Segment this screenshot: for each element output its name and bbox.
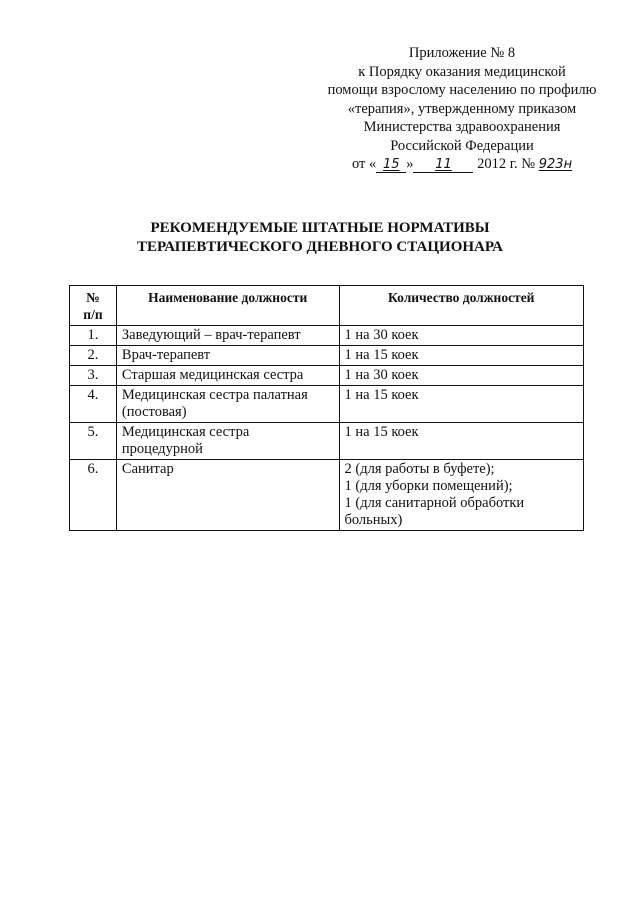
row-number: 3.: [70, 366, 117, 386]
header-quantity: Количество должностей: [339, 286, 584, 326]
row-quantity: [339, 460, 584, 531]
header-position: Наименование должности: [116, 286, 339, 326]
table-row: [70, 346, 584, 366]
table-header-row: [70, 286, 584, 326]
row-number: 1.: [70, 326, 117, 346]
title-line-1: РЕКОМЕНДУЕМЫЕ ШТАТНЫЕ НОРМАТИВЫ: [150, 220, 490, 236]
appendix-line: Министерства здравоохранения: [363, 119, 561, 135]
staffing-table: [69, 285, 584, 531]
row-position: Медицинская сестра палатная (постовая): [116, 386, 339, 423]
date-prefix: от «: [351, 156, 377, 172]
table-row: [70, 460, 584, 531]
appendix-line: помощи взрослому населению по профилю: [327, 82, 597, 98]
quantity-line: 1 на 30 коек: [344, 327, 419, 343]
header-number-line2: п/п: [83, 307, 103, 322]
row-number: 5.: [70, 423, 117, 460]
row-quantity: [339, 423, 584, 460]
row-position: Медицинская сестра процедурной: [116, 423, 339, 460]
row-number: 2.: [70, 346, 117, 366]
row-quantity: [339, 366, 584, 386]
appendix-line: Российской Федерации: [390, 137, 534, 154]
order-date-line: [312, 155, 612, 175]
row-position: Врач-терапевт: [116, 346, 339, 366]
quantity-line: 1 на 30 коек: [344, 367, 419, 383]
date-year: 2012 г. №: [477, 156, 536, 172]
header-number-line1: №: [86, 290, 100, 305]
appendix-line: к Порядку оказания медицинской: [358, 63, 566, 80]
row-quantity: [339, 346, 584, 366]
date-mid: »: [406, 156, 414, 172]
table-row: [70, 326, 584, 346]
title-line-2: ТЕРАПЕВТИЧЕСКОГО ДНЕВНОГО СТАЦИОНАРА: [137, 239, 503, 255]
row-number: 6.: [70, 460, 117, 531]
row-position: Заведующий – врач-терапевт: [116, 326, 339, 346]
quantity-line: 1 (для санитарной обработки больных): [344, 495, 525, 528]
row-quantity: [339, 326, 584, 346]
table-row: [70, 386, 584, 423]
appendix-header: [312, 44, 612, 175]
table-row: [70, 366, 584, 386]
quantity-line: 1 на 15 коек: [344, 347, 419, 363]
quantity-line: 1 на 15 коек: [344, 387, 419, 403]
quantity-line: 1 на 15 коек: [344, 424, 419, 440]
quantity-line: 2 (для работы в буфете);: [344, 461, 495, 477]
row-position: Санитар: [116, 460, 339, 531]
header-number: [70, 286, 117, 326]
handwritten-month: 11: [413, 158, 473, 173]
handwritten-order-number: 923н: [538, 157, 573, 172]
appendix-line: Приложение № 8: [408, 45, 516, 61]
document-title: [0, 219, 640, 257]
row-position: Старшая медицинская сестра: [116, 366, 339, 386]
appendix-line: «терапия», утвержденному приказом: [347, 100, 577, 117]
quantity-line: 1 (для уборки помещений);: [344, 478, 513, 494]
table-row: [70, 423, 584, 460]
row-number: 4.: [70, 386, 117, 423]
row-quantity: [339, 386, 584, 423]
handwritten-day: 15: [376, 158, 406, 173]
